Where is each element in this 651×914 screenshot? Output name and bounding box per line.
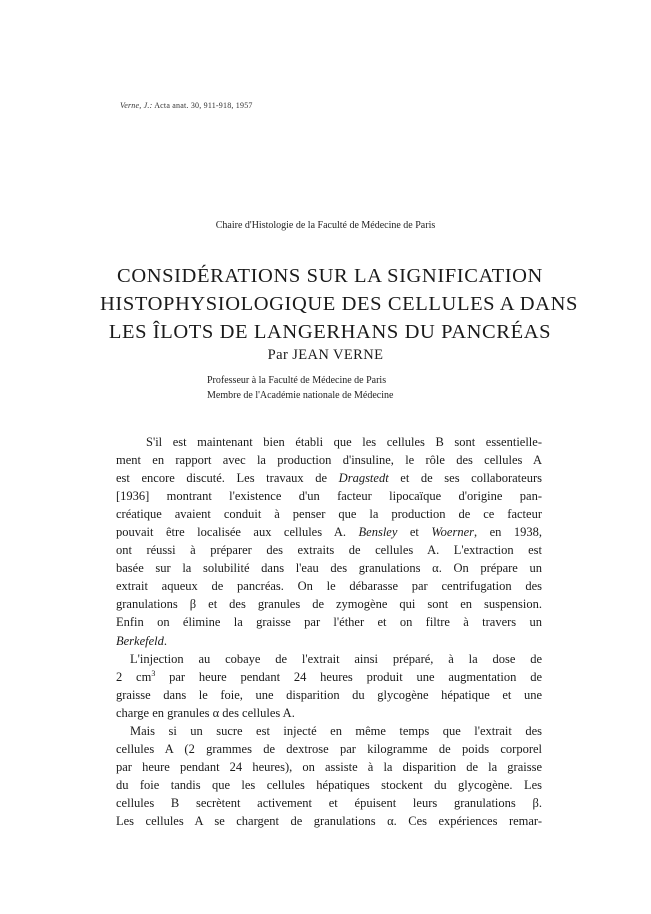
text-line: Mais si un sucre est injecté en même temps que l'extrait des	[130, 723, 542, 738]
text-line: [1936] montrant l'existence d'un facteur lipocaïque d'origine pan-	[116, 489, 542, 504]
citation-author: Verne, J.:	[120, 101, 153, 110]
text-line: ont réussi à préparer des extraits de cellules A. L'extraction est	[116, 543, 542, 558]
body-text	[116, 433, 542, 830]
text-line: basée sur la solubilité dans l'eau des granulations α. On prépare un	[116, 561, 542, 576]
text-line: du foie tandis que les cellules hépatiques stockent du glycogène. Les	[116, 777, 542, 792]
text-line: Berkefeld.	[116, 633, 168, 648]
text-line: ment en rapport avec la production d'insuline, le rôle des cellules A	[116, 453, 542, 468]
text-line: pouvait être localisée aux cellules A. Bensley et Woerner, en 1938,	[116, 525, 542, 540]
author-name: Bensley	[358, 525, 398, 540]
text-line: extrait aqueux de pancréas. On le débarasse par centrifugation des	[116, 579, 542, 594]
text-line: cellules B secrètent activement et épuisent leurs granulations β.	[116, 795, 542, 810]
author-affiliation: Membre de l'Académie nationale de Médecine	[207, 390, 394, 401]
citation	[120, 101, 253, 110]
title-line: CONSIDÉRATIONS SUR LA SIGNIFICATION	[117, 265, 543, 287]
author-name: Dragstedt	[338, 471, 389, 486]
text-line: cellules A (2 grammes de dextrose par kilogramme de poids corporel	[116, 741, 542, 756]
text-line: Les cellules A se chargent de granulations α. Ces expériences remar-	[116, 813, 542, 828]
text-line: Enfin on élimine la graisse par l'éther et on filtre à travers un	[116, 615, 542, 630]
text-line: créatique avaient conduit à penser que la production de ce facteur	[116, 507, 542, 522]
text-line: charge en granules α des cellules A.	[116, 705, 295, 720]
author-byline: Par JEAN VERNE	[267, 347, 384, 363]
institution: Chaire d'Histologie de la Faculté de Médecine de Paris	[215, 220, 436, 231]
text-line: par heure pendant 24 heures), on assiste à la disparition de la graisse	[116, 759, 542, 774]
text-line: est encore discuté. Les travaux de Dragstedt et de ses collaborateurs	[116, 471, 542, 486]
title-line: LES ÎLOTS DE LANGERHANS DU PANCRÉAS	[108, 321, 552, 343]
title-line: HISTOPHYSIOLOGIQUE DES CELLULES A DANS	[100, 293, 578, 315]
text-line: granulations β et des granules de zymogène qui sont en suspension.	[116, 597, 542, 612]
text-line: S'il est maintenant bien établi que les cellules B sont essentielle-	[146, 435, 542, 449]
text-line: 2 $cm^3$ par heure pendant 24 heures produit une augmentation de	[116, 668, 542, 684]
text-line: L'injection au cobaye de l'extrait ainsi préparé, à la dose de	[130, 651, 542, 666]
text-line: graisse dans le foie, une disparition du glycogène hépatique et une	[116, 687, 542, 702]
author-affiliation: Professeur à la Faculté de Médecine de Paris	[207, 375, 387, 386]
filter-name: Berkefeld	[116, 633, 164, 648]
article-title	[100, 262, 578, 346]
author-name: Woerner	[431, 525, 474, 540]
citation-journal: Acta anat. 30, 911-918, 1957	[154, 101, 253, 110]
